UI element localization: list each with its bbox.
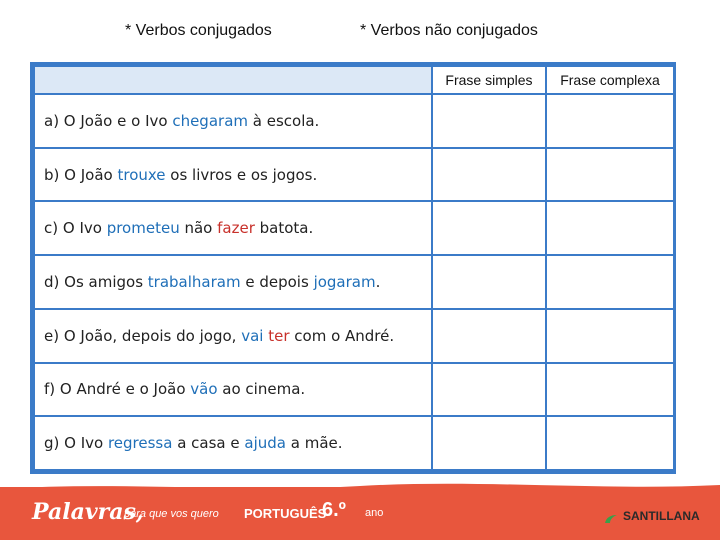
sentence-g — [34, 416, 432, 470]
answer-cell-complex-c[interactable] — [546, 201, 674, 255]
brand-tagline: para que vos quero — [124, 508, 219, 520]
answer-cell-simple-b[interactable] — [432, 148, 546, 202]
answer-cell-complex-f[interactable] — [546, 363, 674, 417]
sentence-text: à escola. — [248, 111, 320, 130]
table-header-row — [34, 66, 674, 94]
answer-cell-simple-f[interactable] — [432, 363, 546, 417]
answer-cell-complex-b[interactable] — [546, 148, 674, 202]
answer-cell-simple-e[interactable] — [432, 309, 546, 363]
table-row — [34, 255, 674, 309]
exercise-table-frame — [30, 62, 676, 474]
non-conjugated-verb: ter — [268, 326, 290, 345]
exercise-table — [33, 65, 675, 471]
sentence-e — [34, 309, 432, 363]
sentence-text: a mãe. — [286, 434, 343, 453]
sentence-text: . — [375, 272, 381, 291]
table-row — [34, 309, 674, 363]
sentence-text: e) O João, depois do jogo, — [44, 326, 242, 345]
header-complex-sentence: Frase complexa — [546, 66, 674, 94]
table-row — [34, 148, 674, 202]
header-simple-sentence: Frase simples — [432, 66, 546, 94]
sentence-text: não — [179, 219, 218, 238]
sentence-text: ao cinema. — [217, 380, 306, 399]
footer-wave-decoration — [0, 479, 720, 495]
conjugated-verb: ajuda — [244, 434, 286, 453]
table-row — [34, 94, 674, 148]
answer-cell-complex-a[interactable] — [546, 94, 674, 148]
conjugated-verb: trabalharam — [147, 272, 241, 291]
answer-cell-simple-g[interactable] — [432, 416, 546, 470]
sentence-text: c) O Ivo — [44, 219, 107, 238]
table-row — [34, 363, 674, 417]
answer-cell-simple-d[interactable] — [432, 255, 546, 309]
sentence-text: e depois — [240, 272, 314, 291]
legend-non-conjugated-verbs: * Verbos não conjugados — [360, 22, 538, 39]
subject-label: PORTUGUÊS — [244, 506, 327, 521]
sentence-text: a) O João e o Ivo — [44, 111, 173, 130]
header-blank-cell — [34, 66, 432, 94]
conjugated-verb: chegaram — [172, 111, 248, 130]
publisher-logo — [600, 506, 700, 526]
conjugated-verb: prometeu — [106, 219, 180, 238]
sentence-text: f) O André e o João — [44, 380, 191, 399]
grade-suffix: ano — [365, 507, 384, 519]
publisher-name: SANTILLANA — [623, 509, 700, 523]
sentence-text: g) O Ivo — [44, 434, 108, 453]
conjugated-verb: vai — [241, 326, 264, 345]
non-conjugated-verb: fazer — [217, 219, 255, 238]
answer-cell-simple-a[interactable] — [432, 94, 546, 148]
brand-title: Palavras, — [32, 499, 144, 525]
sentence-text: os livros e os jogos. — [165, 165, 318, 184]
sentence-text: a casa e — [172, 434, 245, 453]
legend-conjugated-verbs: * Verbos conjugados — [125, 22, 272, 39]
answer-cell-complex-g[interactable] — [546, 416, 674, 470]
sentence-text: com o André. — [289, 326, 395, 345]
santillana-logo-icon — [600, 506, 620, 526]
conjugated-verb: vão — [190, 380, 218, 399]
sentence-b — [34, 148, 432, 202]
sentence-d — [34, 255, 432, 309]
sentence-a — [34, 94, 432, 148]
sentence-text: b) O João — [44, 165, 118, 184]
sentence-text: d) Os amigos — [44, 272, 148, 291]
table-row — [34, 416, 674, 470]
sentence-f — [34, 363, 432, 417]
answer-cell-complex-e[interactable] — [546, 309, 674, 363]
sentence-text: batota. — [254, 219, 314, 238]
conjugated-verb: trouxe — [117, 165, 166, 184]
grade-label: 6.º — [322, 499, 346, 521]
answer-cell-simple-c[interactable] — [432, 201, 546, 255]
table-row — [34, 201, 674, 255]
conjugated-verb: jogaram — [313, 272, 376, 291]
sentence-c — [34, 201, 432, 255]
conjugated-verb: regressa — [107, 434, 173, 453]
answer-cell-complex-d[interactable] — [546, 255, 674, 309]
